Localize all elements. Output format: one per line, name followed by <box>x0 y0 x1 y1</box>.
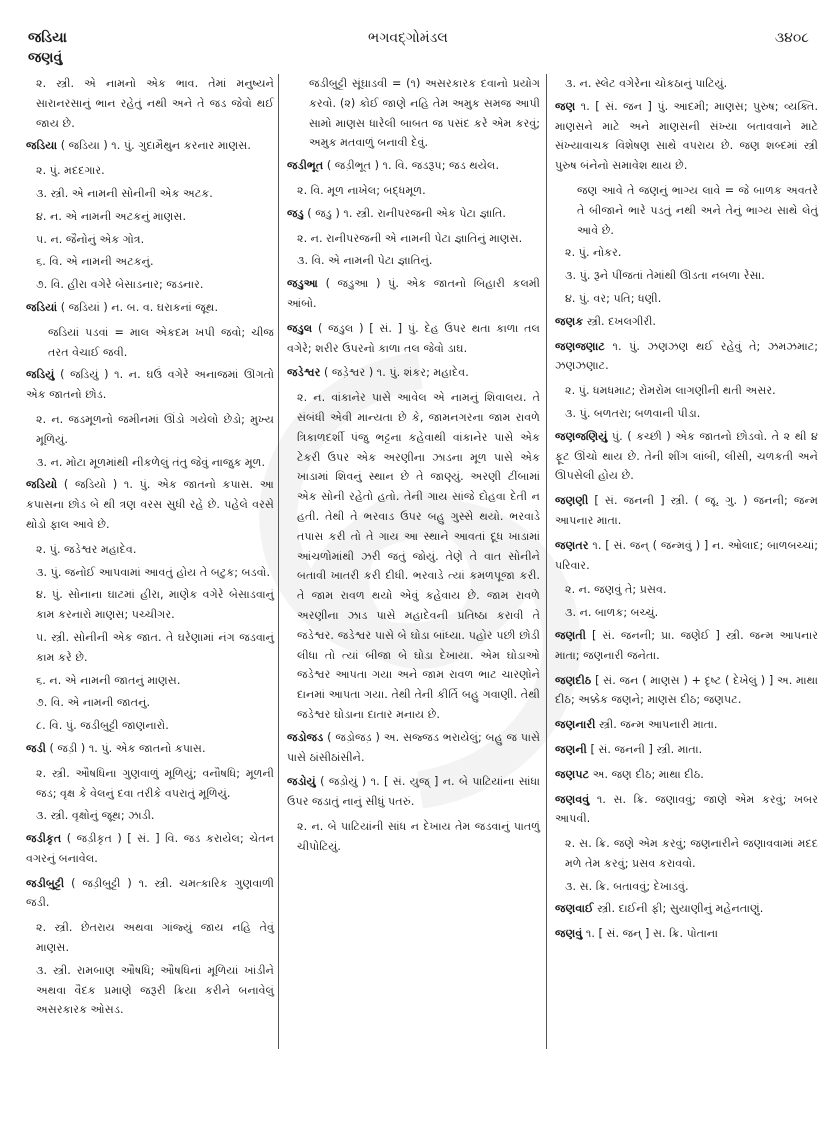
sense-definition: ૮. વિ. પું. જડીબુટ્ટી જાણનારો. <box>36 719 169 733</box>
definition-text: ૧. [ સં. જન્ ] સ. ક્રિ. પોતાના <box>585 927 718 941</box>
headword: જણવું <box>555 927 583 941</box>
definition-text: ( જડ઼ી ) ૧. પું. એક જાતનો કપાસ. <box>49 741 206 755</box>
headword: જણનારી <box>555 718 596 732</box>
definition-text: ( જડ઼ોયું ) ૧. [ સં. યુજ્ ] ન. બે પાટિયાંના સાંધા ઉપર જડાતું નાનું સીધું પતરું. <box>287 775 540 809</box>
sense-definition: ૨. વિ. મૂળ નાખેલ; બદ્ધમૂળ. <box>297 183 426 197</box>
definition-text: ( જડિ઼યાં ) ન. બ. વ. ઘરાકનાં જૂથ. <box>60 300 218 314</box>
guide-word-last: જણવું <box>28 50 63 66</box>
headword: જણ <box>555 99 576 113</box>
definition-text: ( જડ઼ુઆ ) પું. એક જાતનો બિહારી કલમી આંબો. <box>287 277 540 310</box>
sense-definition: ૩. સ્ત્રી. વૃક્ષોનું જૂથ; ઝાડી. <box>36 809 155 823</box>
page-header <box>28 30 813 74</box>
dictionary-entry <box>287 156 540 176</box>
dictionary-entry <box>287 363 540 383</box>
definition-text: ૧. [ સં. જન ] પું. આદમી; માણસ; પુરુષ; વ્યક્તિ. માણસને માટે અને માણસની સંખ્યા બતાવવાને માટે સંખ્યાવાચક વિશેષણ સાથે વપરાય છે. જણ શબ્દમાં સ્ત્રી પુરુષ બંનેનો સમાવેશ થાય છે. <box>555 99 818 173</box>
sense-definition: ૭. વિ. એ નામની જાતનું. <box>36 696 151 710</box>
headword: જણવાઈ <box>555 902 594 916</box>
definition-text: સ્ત્રી. દાઈની ફી; સુયાણીનું મહેનતાણું. <box>597 902 764 916</box>
headword: જડિયા <box>26 139 58 153</box>
headword: જડુઆ <box>287 277 318 291</box>
sense-definition: ૩. પું. બળતરા; બળવાની પીડા. <box>565 406 701 420</box>
dictionary-entry <box>287 772 540 812</box>
headword: જડેશ્વર <box>287 366 321 380</box>
dictionary-entry <box>26 298 274 318</box>
dictionary-entry <box>287 274 540 314</box>
dictionary-entry <box>26 475 274 534</box>
definition-text: ( જડિ઼યું ) ૧. ન. ઘઉં વગેરે અનાજમાં ઊગતો એક જાતનો છોડ. <box>26 368 274 402</box>
definition-text: સ્ત્રી. દખલગીરી. <box>586 314 656 328</box>
definition-text: ( જડ઼ેશ્વર ) ૧. પું. શંકર; મહાદેવ. <box>323 366 469 380</box>
sense-definition: ૨. ન. વાંકાનેર પાસે આવેલ એ નામનું શિવાલય. તે સંબંધી એવી માન્યતા છે કે, જામનગરના જામ રાવળે ત્રિકાળદર્શી પંજુ ભટ્ટના કહેવાથી વાંકાનેર પાસે એક ટેકરી ઉપર એક અરણીના ઝાડના મૂળ પાસે એક ખાડામાં શિવનું સ્થાન છે તે જાણ્યું. અરણી ટીંબામાં એક સોની રહેતો હતો. તેની ગાય સાંજે દોહવા દેતી ન હતી. તેથી તે ભરવાડ ઉપર બહુ ગુસ્સે થયો. ભરવાડે તપાસ કરી તો તે ગાય આ સ્થાને આવતાં દૂધ ખાડામાં આંચળોમાંથી ઝરી જતું જોયું. તેણે તે વાત સોનીને બતાવી ખાતરી કરી દીધી. ભરવાડે ત્યાં કમળપૂજા કરી. તે જામ રાવળ થયો એવું કહેવાય છે. જામ રાવળે અરણીના ઝાડ પાસે મહાદેવની પ્રતિષ્ઠા કરાવી તે જડેશ્વર. જડેશ્વર પાસે બે ઘોડા બાંધ્યા. પહોર પછી છોડી લીધા તો ત્યાં બીજા બે ઘોડા દેખાયા. એમ ઘોડાઓ જડેશ્વર આપતા ગયા અને જામ રાવળ ભાટ ચારણોને દાનમાં આપતા ગયા. તેથી તેની કીર્તિ બહુ ગવાણી. તેથી જડેશ્વર ઘોડાના દાતાર મનાય છે. <box>297 391 540 721</box>
dictionary-entry <box>26 874 274 914</box>
definition-text: ( જડ઼ીબુટ્ટી ) ૧. સ્ત્રી. ચમત્કારિક ગુણવાળી જડી. <box>26 876 274 910</box>
dictionary-entry <box>555 671 818 711</box>
sense-definition: ૩. પું. રૂને પીંજતાં તેમાંથી ઊડતા નબળા રેસા. <box>565 269 765 283</box>
definition-text: ( જડિ઼યો ) ૧. પું. એક જાતનો કપાસ. આ કપાસના છોડ બે થી ત્રણ વરસ સુધી રહે છે. પહેલે વરસે થોડો ફાલ આવે છે. <box>26 478 274 531</box>
sense-definition: ૩. ન. સ્લેટ વગેરેના ચોકઠાનું પાટિયું. <box>565 77 728 90</box>
sense-definition: ૩. ન. મોટા મૂળમાંથી નીકળેલું તંતુ જેવું નાજુક મૂળ. <box>36 455 266 469</box>
column-2 <box>278 74 546 1049</box>
dictionary-entry <box>555 312 818 332</box>
headword: જણદીઠ <box>555 673 592 687</box>
book-title: ભગવદ્ગોમંડલ <box>368 30 448 46</box>
headword: જડીબુટ્ટી <box>26 876 65 890</box>
column-3 <box>546 74 818 1049</box>
idiom-usage: જડીબુટ્ટી સૂંઘાડવી = (૧) અસરકારક દવાનો પ્રયોગ કરવો. (૨) કોઈ જાણે નહિ તેમ અમુક સમજ આપી સામો માણસ ધારેલી બાબત જ પસંદ કરે એમ કરવું; અમુક મતવાળું બનાવી દેવું. <box>309 77 540 150</box>
sense-definition: ૨. સ્ત્રી. ઔષધિના ગુણવાળું મૂળિયું; વનૌષધિ; મૂળની જડ; વૃક્ષ કે વેલનું દવા તરીકે વપરાતું મૂળિયું. <box>36 766 274 800</box>
dictionary-entry <box>555 536 818 576</box>
headword: જડુ <box>287 206 304 220</box>
sense-definition: ૬. વિ. એ નામની અટકનું. <box>36 255 154 269</box>
dictionary-entry <box>26 829 274 869</box>
sense-definition: ૭. વિ. હીરા વગેરે બેસાડનાર; જડનાર. <box>36 278 204 292</box>
dictionary-entry <box>555 97 818 176</box>
sense-definition: ૨. ન. રાનીપરજની એ નામની પેટા જ્ઞાતિનું માણસ. <box>297 231 523 245</box>
headword: જડોયું <box>287 775 316 789</box>
definition-text: અ. જણ દીઠ; માથા દીઠ. <box>592 767 704 781</box>
dictionary-entry <box>555 491 818 531</box>
headword: જણપટ <box>555 767 590 781</box>
page-number: ૩૪૦૮ <box>774 30 809 46</box>
headword: જડુલ <box>287 321 313 335</box>
definition-text: ( જડ઼ુ ) ૧. સ્ત્રી. રાનીપરજની એક પેટા જ્ઞાતિ. <box>307 206 506 220</box>
headword: જણવવું <box>555 792 590 806</box>
sense-definition: ૩. વિ. એ નામની પેટા જ્ઞાતિનું. <box>297 254 433 268</box>
dictionary-entry <box>555 427 818 486</box>
idiom-usage: જડિયાં પડવાં = માલ એકદમ ખપી જવો; ચીજ તરત વેચાઈ જવી. <box>48 325 274 359</box>
dictionary-entry <box>555 790 818 830</box>
headword: જણતર <box>555 538 589 552</box>
definition-text: ૧. [ સં. જન્ ( જન્મવું ) ] ન. ઓલાદ; બાળબચ્ચાં; પરિવાર. <box>555 538 819 572</box>
dictionary-entry <box>555 337 818 377</box>
definition-text: ૧. સ. ક્રિ. જણાવવું; જાણે એમ કરવું; ખબર આપવી. <box>555 792 818 826</box>
sense-definition: ૪. ન. એ નામની અટકનું માણસ. <box>36 209 187 223</box>
idiom-usage: જણ આવે તે જણનું ભાગ્ય લાવે = જે બાળક અવતરે તે બીજાને ભારે પડતું નથી અને તેનું ભાગ્ય સાથે લેતું આવે છે. <box>577 183 818 237</box>
sense-definition: ૩. સ્ત્રી. રામબાણ ઔષધિ; ઔષધિનાં મૂળિયાં ખાંડીને અથવા વૈદક પ્રમાણે જરૂરી ક્રિયા કરીને બનાવેલું અસરકારક ઓસડ. <box>36 963 274 1017</box>
dictionary-entry <box>26 136 274 156</box>
definition-text: [ સં. જનની ] સ્ત્રી. માતા. <box>590 742 703 756</box>
sense-definition: ૪. પું. સોનાના ઘાટમાં હીરા, માણેક વગેરે બેસાડવાનું કામ કરનારો માણસ; પચ્ચીગર. <box>36 588 274 622</box>
dictionary-entry <box>287 319 540 359</box>
headword: જડોજડ <box>287 730 324 744</box>
sense-definition: ૨. ન. જણવું તે; પ્રસવ. <box>565 583 667 597</box>
sense-definition: ૨. ન. જડમૂળનો જમીનમાં ઊંડો ગયેલો છેડો; મુખ્ય મૂળિયું. <box>36 412 274 446</box>
sense-definition: ૨. પું. નોકર. <box>565 246 622 260</box>
definition-text: [ સં. જનની; પ્રા. જણેઈ ] સ્ત્રી. જન્મ આપનાર માતા; જણનારી જનેતા. <box>555 628 818 662</box>
headword: જડીકૃત <box>26 832 62 846</box>
sense-definition: ૨. સ્ત્રી. છેતરાય અથવા ગાંજ્યું જાય નહિ તેવું માણસ. <box>36 921 274 955</box>
sense-definition: ૫. ન. જૈનોનું એક ગોત્ર. <box>36 232 145 246</box>
sense-definition: ૨. ન. બે પાટિયાંની સાંધ ન દેખાય તેમ જડવાનું પાતળું ચીપોટિયું. <box>297 819 540 853</box>
dictionary-columns <box>26 74 818 1064</box>
dictionary-entry <box>555 626 818 666</box>
headword: જણની <box>555 742 587 756</box>
sense-definition: ૬. ન. એ નામની જાતનું માણસ. <box>36 673 181 687</box>
headword: જણજણિયું <box>555 429 608 443</box>
sense-definition: ૨. પું. જડેશ્વર મહાદેવ. <box>36 542 137 556</box>
definition-text: પું. ( કચ્છી ) એક જાતનો છોડવો. તે ૨ થી ૪ ફૂટ ઊંચો થાય છે. તેની શીંગ લાંબી, લીસી, ચળકતી અને ઊપસેલી હોય છે. <box>555 429 818 483</box>
definition-text: ( જડિ઼યા ) ૧. પું. ગુદામૈથુન કરનાર માણસ. <box>60 139 251 153</box>
column-1 <box>26 74 278 1064</box>
definition-text: ( જડ઼ુલ ) [ સં. ] પું. દેહ ઉપર થતા કાળા તલ વગેરે; શરીર ઉપરનો કાળા તલ જેવો ડાઘ. <box>287 321 540 355</box>
dictionary-entry <box>555 740 818 760</box>
dictionary-entry <box>555 924 818 944</box>
dictionary-entry <box>287 204 540 224</box>
definition-text: ( જડ઼ીભૂત ) ૧. વિ. જડરૂપ; જડ થયેલ. <box>326 159 500 173</box>
headword: જણક <box>555 314 584 328</box>
headword: જડિયો <box>26 478 58 492</box>
sense-definition: ૪. પું. વર; પતિ; ધણી. <box>565 291 662 305</box>
headword: જણતી <box>555 628 586 642</box>
guide-word-first: જડિયા <box>28 30 67 46</box>
definition-text: [ સં. જનની ] સ્ત્રી. ( જૂ. ગુ. ) જનની; જન્મ આપનાર માતા. <box>555 494 818 527</box>
definition-text: ૧. પું. ઝણઝણ થઈ રહેવું તે; ઝમઝમાટ; ઝણઝણાટ. <box>555 339 819 373</box>
headword: જણજણાટ <box>555 339 605 353</box>
dictionary-entry <box>26 365 274 405</box>
headword: જડિયાં <box>26 300 58 314</box>
dictionary-entry <box>26 739 274 759</box>
headword: જડી <box>26 741 46 755</box>
dictionary-entry <box>287 728 540 768</box>
sense-definition: ૩. સ. ક્રિ. બતાવવું; દેખાડવું. <box>565 879 689 893</box>
dictionary-entry <box>555 765 818 785</box>
sense-definition: ૩. સ્ત્રી. એ નામની સોનીની એક અટક. <box>36 186 213 200</box>
sense-definition: ૨. પું. ધમધમાટ; રોમરોમ લાગણીની થતી અસર. <box>565 384 776 398</box>
sense-definition: ૩. પું. જનોઈ આપવામાં આવતું હોય તે બટુક; બડવો. <box>36 565 271 579</box>
sense-definition: ૨. સ્ત્રી. એ નામનો એક ભાવ. તેમાં મનુષ્યને સારાનરસાનું ભાન રહેતું નથી અને તે જડ જેવો થઈ જાય છે. <box>36 77 274 130</box>
headword: જડિયું <box>26 368 55 382</box>
sense-definition: ૫. સ્ત્રી. સોનીની એક જાત. તે ઘરેણામાં નંગ જડવાનું કામ કરે છે. <box>36 630 274 664</box>
dictionary-entry <box>555 715 818 735</box>
sense-definition: ૨. સ. ક્રિ. જણે એમ કરવું; જણનારીને જણાવવામાં મદદ મળે તેમ કરવું; પ્રસવ કરાવવો. <box>565 837 818 870</box>
definition-text: [ સં. જન ( માણસ ) + દૃષ્ટ ( દેખેલું ) ] અ. માથા દીઠ; અક્કેક જણને; માણસ દીઠ; જણપટ. <box>555 673 818 707</box>
dictionary-entry <box>555 899 818 919</box>
sense-definition: ૩. ન. બાળક; બચ્ચું. <box>565 606 659 620</box>
sense-definition: ૨. પું. મદદગાર. <box>36 164 105 178</box>
definition-text: ( જડ઼ીકૃત ) [ સં. ] વિ. જડ કરાયેલ; ચેતન વગરનું બનાવેલ. <box>26 832 274 865</box>
headword: જણણી <box>555 494 589 508</box>
headword: જડીભૂત <box>287 159 324 173</box>
definition-text: ( જડ઼ોજડ઼ ) અ. સજ્જડ ભરાયેલું; બહુ જ પાસે પાસે ઠાંસીઠાંસીને. <box>287 730 541 764</box>
definition-text: સ્ત્રી. જન્મ આપનારી માતા. <box>598 718 718 732</box>
